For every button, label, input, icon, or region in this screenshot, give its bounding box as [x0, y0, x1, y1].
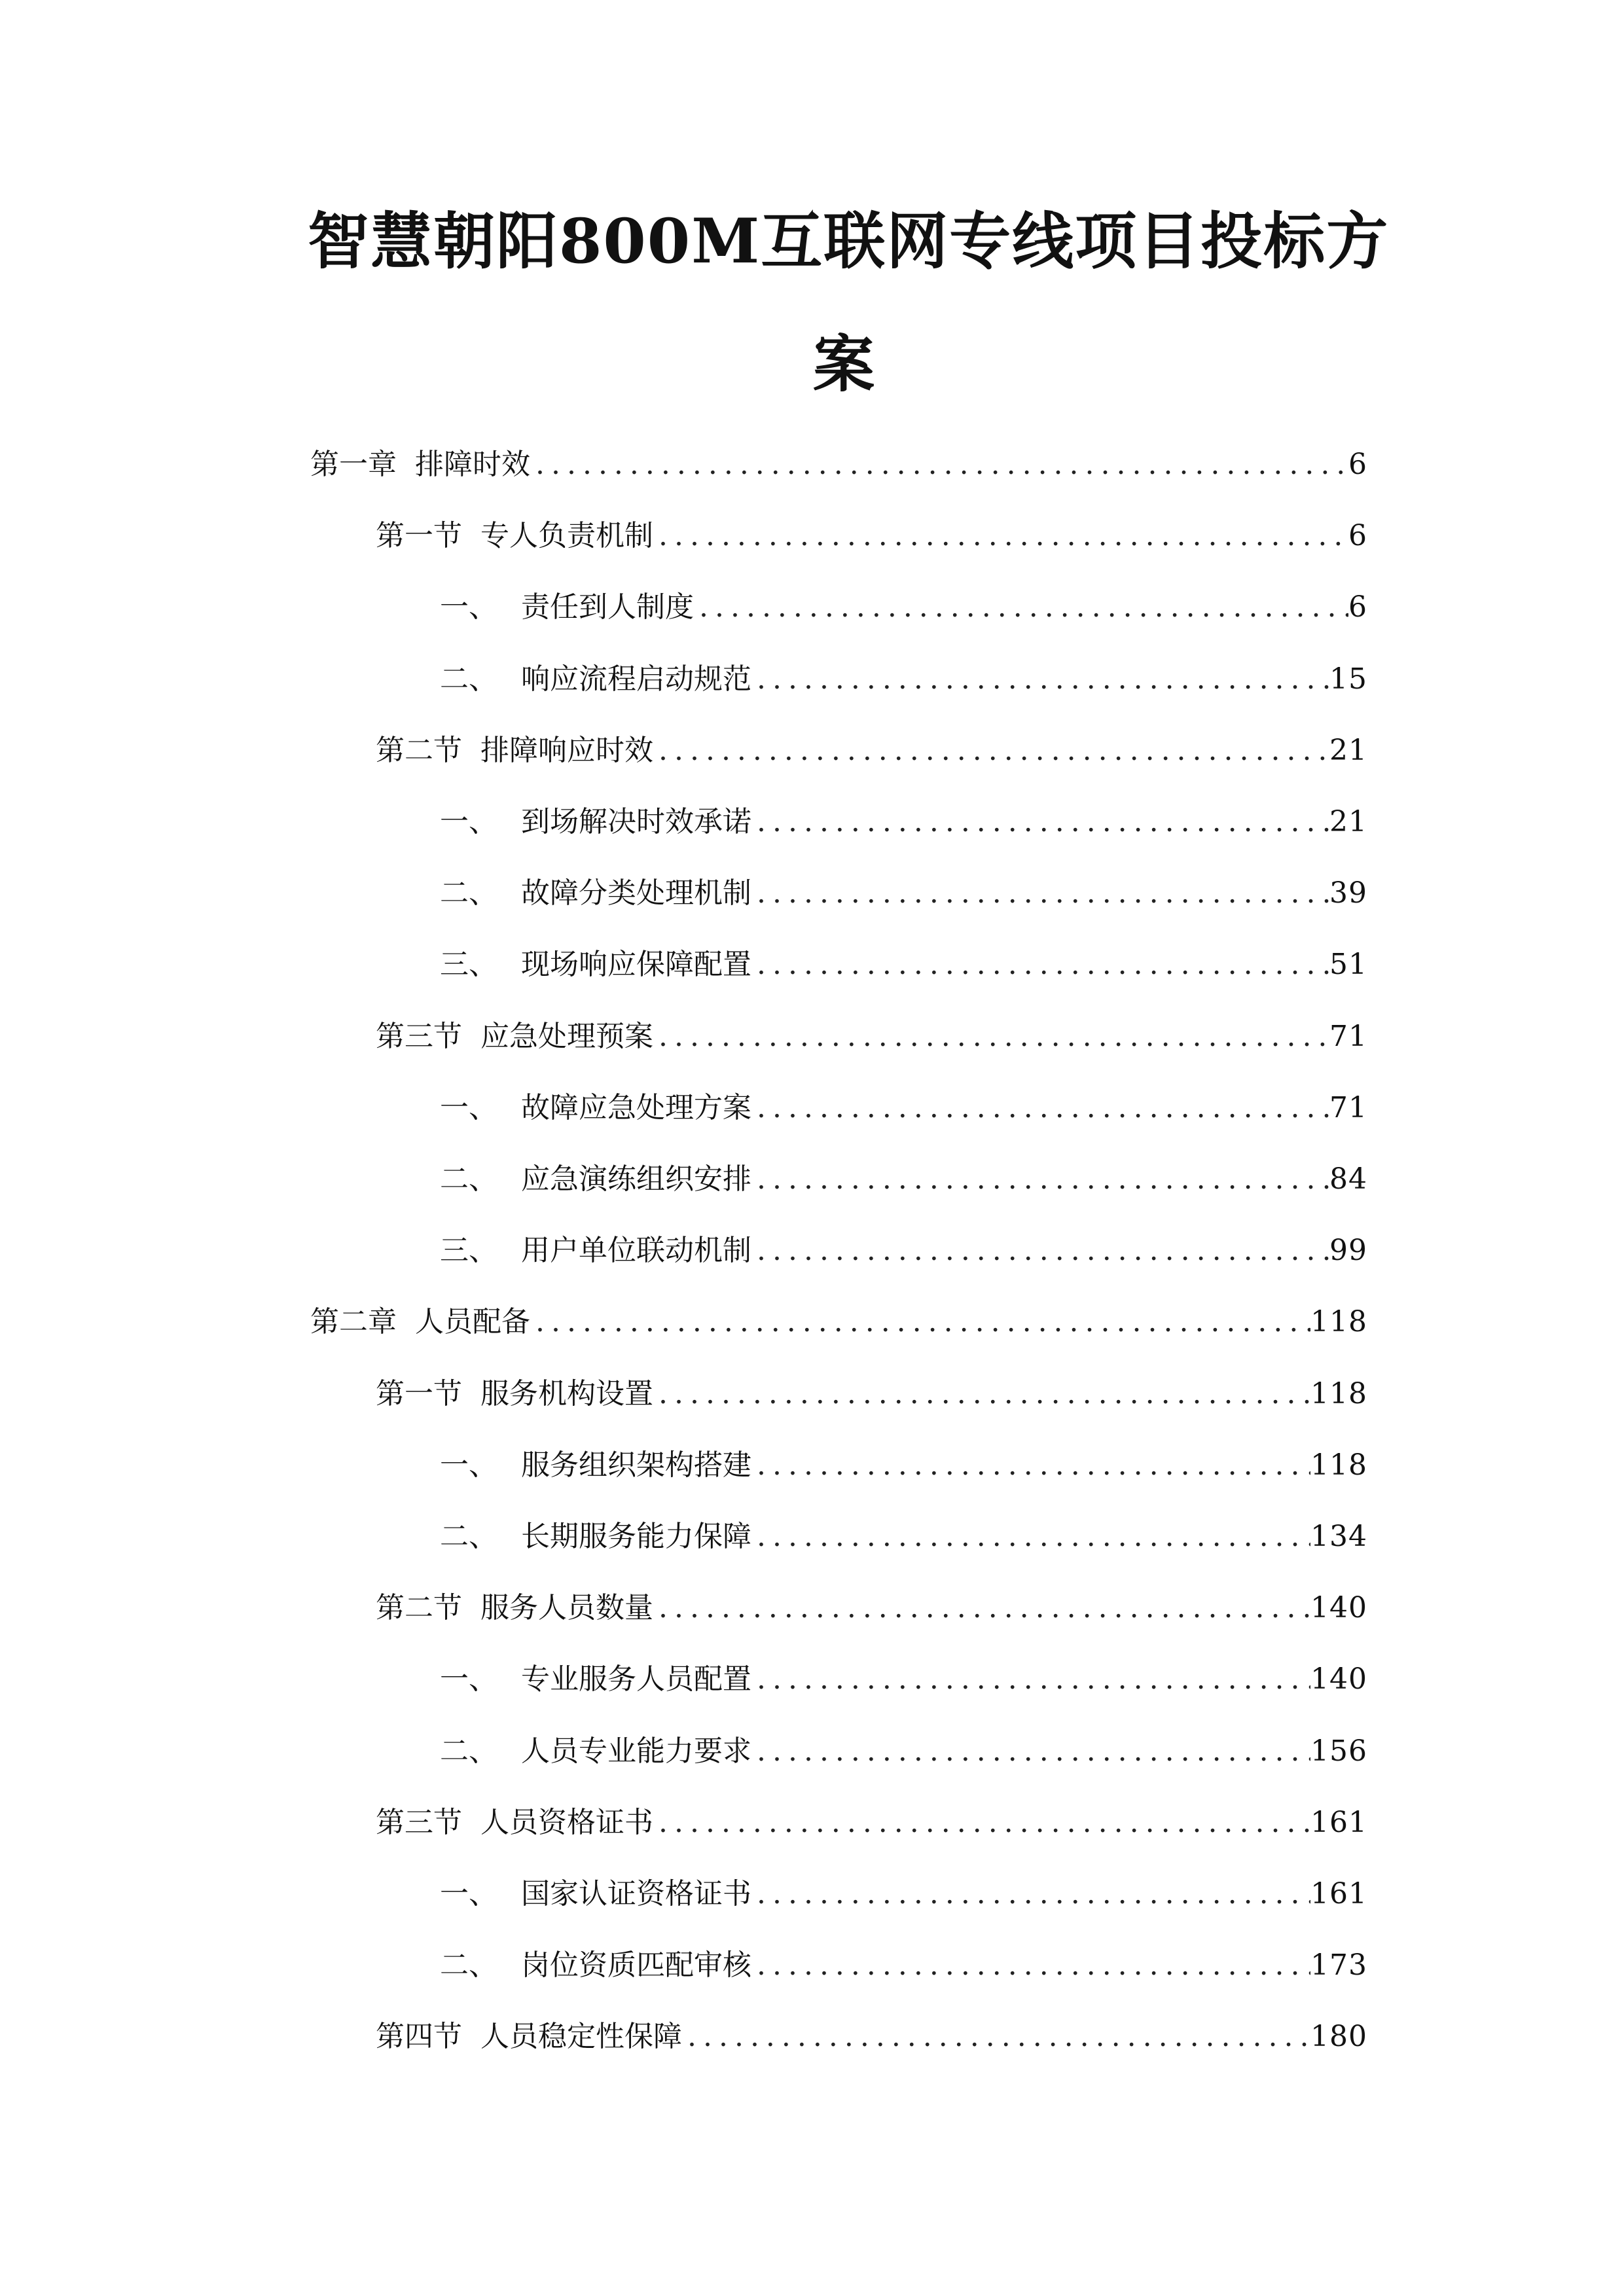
- document-title-line-1: 智慧朝阳800M互联网专线项目投标方: [308, 206, 1390, 278]
- toc-entry-number: 第三节: [376, 1020, 462, 1053]
- toc-entry-number: 三、: [440, 948, 497, 981]
- toc-entry-level-3[interactable]: [440, 588, 1367, 627]
- toc-entry-number: 第四节: [376, 2020, 462, 2053]
- toc-dot-leader: [530, 445, 1348, 484]
- toc-entry-title: 服务人员数量: [480, 1591, 653, 1624]
- toc-dot-leader: [751, 802, 1329, 842]
- toc-dot-leader: [694, 588, 1348, 627]
- toc-entry-level-3[interactable]: [440, 1946, 1367, 1985]
- toc-entry-level-3[interactable]: [440, 1517, 1367, 1556]
- toc-page-number: 21: [1329, 805, 1367, 838]
- toc-page-number: 140: [1310, 1591, 1367, 1624]
- toc-entry-number: 第三节: [376, 1806, 462, 1839]
- toc-entry-title: 岗位资质匹配审核: [521, 1948, 751, 1982]
- toc-entry-number: 二、: [440, 1520, 497, 1553]
- toc-dot-leader: [751, 1517, 1310, 1556]
- toc-entry-number: 一、: [440, 805, 497, 838]
- toc-entry-title: 人员稳定性保障: [480, 2020, 682, 2053]
- toc-entry-number: 第二节: [376, 1591, 462, 1624]
- toc-entry-level-3[interactable]: [440, 1732, 1367, 1771]
- toc-page-number: 84: [1329, 1162, 1367, 1196]
- toc-entry-level-3[interactable]: [440, 660, 1367, 699]
- toc-dot-leader: [653, 516, 1348, 556]
- toc-entry-number: 三、: [440, 1234, 497, 1267]
- toc-entry-number: 一、: [440, 1448, 497, 1482]
- toc-page-number: 180: [1310, 2020, 1367, 2053]
- toc-dot-leader: [530, 1302, 1310, 1342]
- toc-dot-leader: [751, 1446, 1310, 1485]
- toc-entry-title: 响应流程启动规范: [521, 662, 751, 696]
- toc-dot-leader: [751, 1160, 1329, 1199]
- toc-dot-leader: [751, 874, 1329, 913]
- toc-page-number: 161: [1310, 1877, 1367, 1910]
- toc-entry-level-3[interactable]: [440, 802, 1367, 842]
- toc-dot-leader: [751, 1088, 1329, 1128]
- toc-page-number: 118: [1310, 1305, 1367, 1338]
- toc-dot-leader: [751, 1231, 1329, 1270]
- toc-entry-title: 专人负责机制: [480, 519, 653, 552]
- toc-entry-level-3[interactable]: [440, 945, 1367, 984]
- toc-entry-title: 人员配备: [415, 1305, 530, 1338]
- toc-entry-number: 第一节: [376, 1377, 462, 1410]
- toc-entry-number: 一、: [440, 590, 497, 624]
- toc-entry-level-2[interactable]: [376, 2017, 1367, 2056]
- toc-entry-number: 二、: [440, 662, 497, 696]
- toc-entry-number: 一、: [440, 1091, 497, 1124]
- toc-entry-number: 二、: [440, 1734, 497, 1768]
- toc-dot-leader: [751, 1946, 1310, 1985]
- toc-dot-leader: [653, 731, 1329, 770]
- toc-entry-number: 第一节: [376, 519, 462, 552]
- toc-entry-level-3[interactable]: [440, 1874, 1367, 1914]
- toc-page-number: 118: [1310, 1448, 1367, 1482]
- toc-entry-level-3[interactable]: [440, 874, 1367, 913]
- toc-entry-number: 第二章: [310, 1305, 397, 1338]
- toc-dot-leader: [751, 945, 1329, 984]
- toc-page-number: 99: [1329, 1234, 1367, 1267]
- toc-dot-leader: [751, 1732, 1310, 1771]
- toc-entry-title: 应急处理预案: [480, 1020, 653, 1053]
- toc-entry-level-3[interactable]: [440, 1446, 1367, 1485]
- toc-page-number: 173: [1310, 1948, 1367, 1982]
- toc-entry-level-3[interactable]: [440, 1088, 1367, 1128]
- toc-page-number: 39: [1329, 876, 1367, 910]
- toc-entry-title: 专业服务人员配置: [521, 1662, 751, 1696]
- toc-dot-leader: [751, 1874, 1310, 1914]
- toc-page-number: 6: [1348, 519, 1367, 552]
- toc-entry-title: 长期服务能力保障: [521, 1520, 751, 1553]
- toc-entry-number: 二、: [440, 1948, 497, 1982]
- toc-page-number: 21: [1329, 734, 1367, 767]
- toc-page-number: 118: [1310, 1377, 1367, 1410]
- toc-entry-number: 一、: [440, 1662, 497, 1696]
- toc-entry-title: 排障时效: [415, 448, 530, 481]
- toc-dot-leader: [751, 1660, 1310, 1699]
- toc-page-number: 156: [1310, 1734, 1367, 1768]
- toc-entry-title: 服务机构设置: [480, 1377, 653, 1410]
- toc-entry-level-2[interactable]: [376, 1017, 1367, 1056]
- toc-page-number: 161: [1310, 1806, 1367, 1839]
- toc-entry-level-1[interactable]: [310, 445, 1367, 484]
- toc-entry-level-2[interactable]: [376, 1588, 1367, 1628]
- toc-dot-leader: [751, 660, 1329, 699]
- toc-entry-level-2[interactable]: [376, 1374, 1367, 1414]
- toc-page-number: 6: [1348, 590, 1367, 624]
- toc-entry-title: 故障应急处理方案: [521, 1091, 751, 1124]
- toc-dot-leader: [653, 1374, 1310, 1414]
- toc-dot-leader: [682, 2017, 1310, 2056]
- toc-dot-leader: [653, 1017, 1329, 1056]
- toc-entry-title: 用户单位联动机制: [521, 1234, 751, 1267]
- toc-entry-title: 责任到人制度: [521, 590, 694, 624]
- toc-entry-title: 服务组织架构搭建: [521, 1448, 751, 1482]
- toc-entry-title: 国家认证资格证书: [521, 1877, 751, 1910]
- toc-dot-leader: [653, 1803, 1310, 1842]
- toc-entry-title: 排障响应时效: [480, 734, 653, 767]
- toc-dot-leader: [653, 1588, 1310, 1628]
- toc-entry-number: 第一章: [310, 448, 397, 481]
- toc-entry-title: 现场响应保障配置: [521, 948, 751, 981]
- toc-entry-title: 应急演练组织安排: [521, 1162, 751, 1196]
- toc-entry-number: 一、: [440, 1877, 497, 1910]
- toc-entry-level-2[interactable]: [376, 516, 1367, 556]
- toc-entry-level-1[interactable]: [310, 1302, 1367, 1342]
- toc-entry-level-3[interactable]: [440, 1231, 1367, 1270]
- toc-entry-level-2[interactable]: [376, 1803, 1367, 1842]
- toc-entry-number: 二、: [440, 876, 497, 910]
- toc-page-number: 140: [1310, 1662, 1367, 1696]
- toc-page-number: 71: [1329, 1091, 1367, 1124]
- toc-entry-title: 故障分类处理机制: [521, 876, 751, 910]
- toc-entry-level-3[interactable]: [440, 1160, 1367, 1199]
- toc-entry-title: 人员专业能力要求: [521, 1734, 751, 1768]
- toc-entry-number: 第二节: [376, 734, 462, 767]
- toc-entry-title: 到场解决时效承诺: [521, 805, 751, 838]
- toc-entry-level-3[interactable]: [440, 1660, 1367, 1699]
- toc-page-number: 6: [1348, 448, 1367, 481]
- toc-entry-title: 人员资格证书: [480, 1806, 653, 1839]
- toc-page-number: 51: [1329, 948, 1367, 981]
- toc-entry-number: 二、: [440, 1162, 497, 1196]
- toc-page-number: 71: [1329, 1020, 1367, 1053]
- toc-entry-level-2[interactable]: [376, 731, 1367, 770]
- toc-page-number: 15: [1329, 662, 1367, 696]
- document-title-line-2: 案: [812, 329, 876, 401]
- toc-page-number: 134: [1310, 1520, 1367, 1553]
